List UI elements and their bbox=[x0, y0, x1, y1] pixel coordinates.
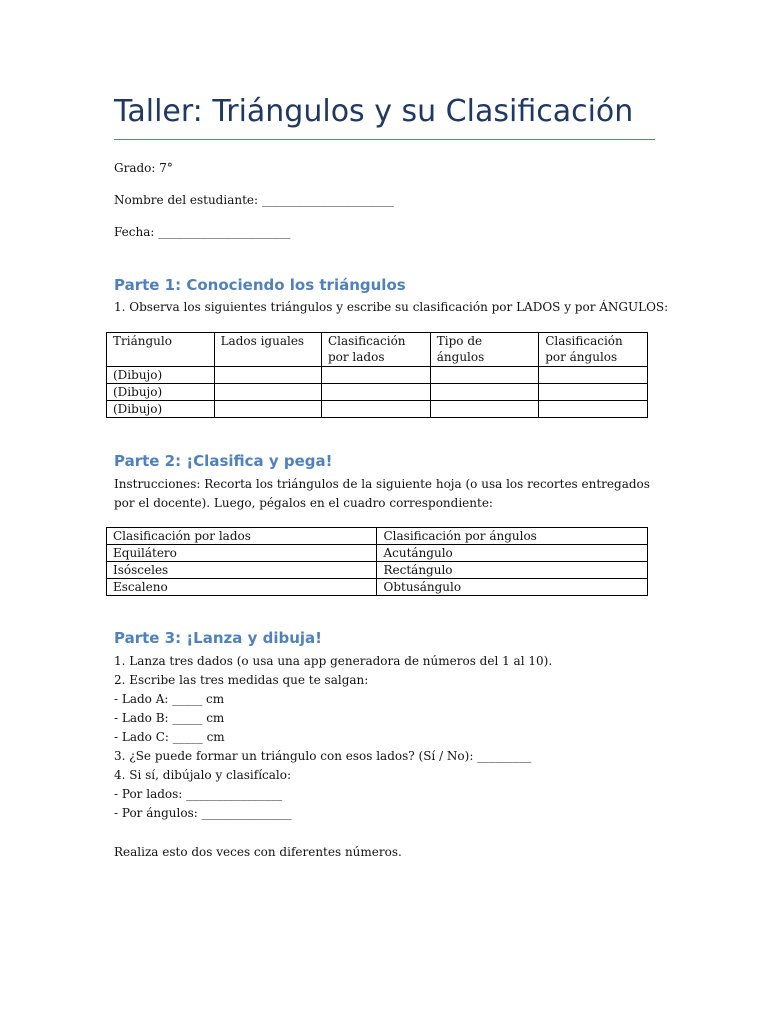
table-row bbox=[107, 579, 648, 596]
document-title: Taller: Triángulos y su Clasificación bbox=[114, 94, 634, 129]
table-header-cell: Tipo de ángulos bbox=[430, 333, 538, 367]
date-field: Fecha: ______________________ bbox=[114, 225, 291, 239]
part3-line: - Lado A: _____ cm bbox=[114, 692, 225, 706]
part3-line: 3. ¿Se puede formar un triángulo con esos lados? (Sí / No): _________ bbox=[114, 749, 532, 763]
table-cell: Acutángulo bbox=[377, 545, 648, 562]
table-row bbox=[107, 545, 648, 562]
table-row bbox=[107, 401, 648, 418]
table-header-cell: Triángulo bbox=[107, 333, 215, 367]
table-cell[interactable] bbox=[539, 367, 648, 384]
table-cell: Rectángulo bbox=[377, 562, 648, 579]
part3-line: 4. Si sí, dibújalo y clasifícalo: bbox=[114, 768, 292, 782]
table-cell[interactable] bbox=[430, 384, 538, 401]
part2-instruction: Instrucciones: Recorta los triángulos de la siguiente hoja (o usa los recortes entregados por el docente). Luego, pégalos en el cuadro correspondiente: bbox=[114, 477, 650, 510]
table-cell[interactable] bbox=[321, 384, 430, 401]
grade-field: Grado: 7° bbox=[114, 161, 173, 175]
table-cell[interactable] bbox=[214, 401, 321, 418]
table-cell[interactable] bbox=[539, 401, 648, 418]
table-cell[interactable] bbox=[321, 367, 430, 384]
table-cell: (Dibujo) bbox=[107, 384, 215, 401]
table-cell: Escaleno bbox=[107, 579, 377, 596]
table-header-cell: Clasificación por ángulos bbox=[539, 333, 648, 367]
table-header-cell: Clasificación por lados bbox=[321, 333, 430, 367]
table-cell[interactable] bbox=[321, 401, 430, 418]
table-cell[interactable] bbox=[214, 367, 321, 384]
table-cell: Obtusángulo bbox=[377, 579, 648, 596]
table-row bbox=[107, 384, 648, 401]
part2-table bbox=[106, 527, 648, 596]
part3-line: - Por lados: ________________ bbox=[114, 787, 283, 801]
part3-line: - Lado C: _____ cm bbox=[114, 730, 225, 744]
table-cell[interactable] bbox=[430, 401, 538, 418]
title-underline bbox=[114, 139, 655, 140]
table-row bbox=[107, 367, 648, 384]
student-name-field: Nombre del estudiante: ______________________ bbox=[114, 193, 394, 207]
part3-line: 2. Escribe las tres medidas que te salgan: bbox=[114, 673, 369, 687]
table-row bbox=[107, 562, 648, 579]
part1-table bbox=[106, 332, 648, 418]
table-header-cell: Lados iguales bbox=[214, 333, 321, 367]
table-cell[interactable] bbox=[539, 384, 648, 401]
table-cell: (Dibujo) bbox=[107, 401, 215, 418]
table-header-row bbox=[107, 333, 648, 367]
table-cell: (Dibujo) bbox=[107, 367, 215, 384]
part3-line: 1. Lanza tres dados (o usa una app generadora de números del 1 al 10). bbox=[114, 654, 553, 668]
part1-heading: Parte 1: Conociendo los triángulos bbox=[114, 276, 406, 294]
part2-heading: Parte 2: ¡Clasifica y pega! bbox=[114, 452, 333, 470]
part3-line: - Lado B: _____ cm bbox=[114, 711, 225, 725]
table-header-cell: Clasificación por lados bbox=[107, 528, 377, 545]
table-cell: Isósceles bbox=[107, 562, 377, 579]
part3-heading: Parte 3: ¡Lanza y dibuja! bbox=[114, 629, 323, 647]
table-cell: Equilátero bbox=[107, 545, 377, 562]
table-header-row bbox=[107, 528, 648, 545]
closing-note: Realiza esto dos veces con diferentes números. bbox=[114, 845, 402, 859]
table-cell[interactable] bbox=[430, 367, 538, 384]
part1-instruction: 1. Observa los siguientes triángulos y escribe su clasificación por LADOS y por ÁNGULOS: bbox=[114, 300, 669, 314]
table-cell[interactable] bbox=[214, 384, 321, 401]
part3-line: - Por ángulos: _______________ bbox=[114, 806, 292, 820]
table-header-cell: Clasificación por ángulos bbox=[377, 528, 648, 545]
